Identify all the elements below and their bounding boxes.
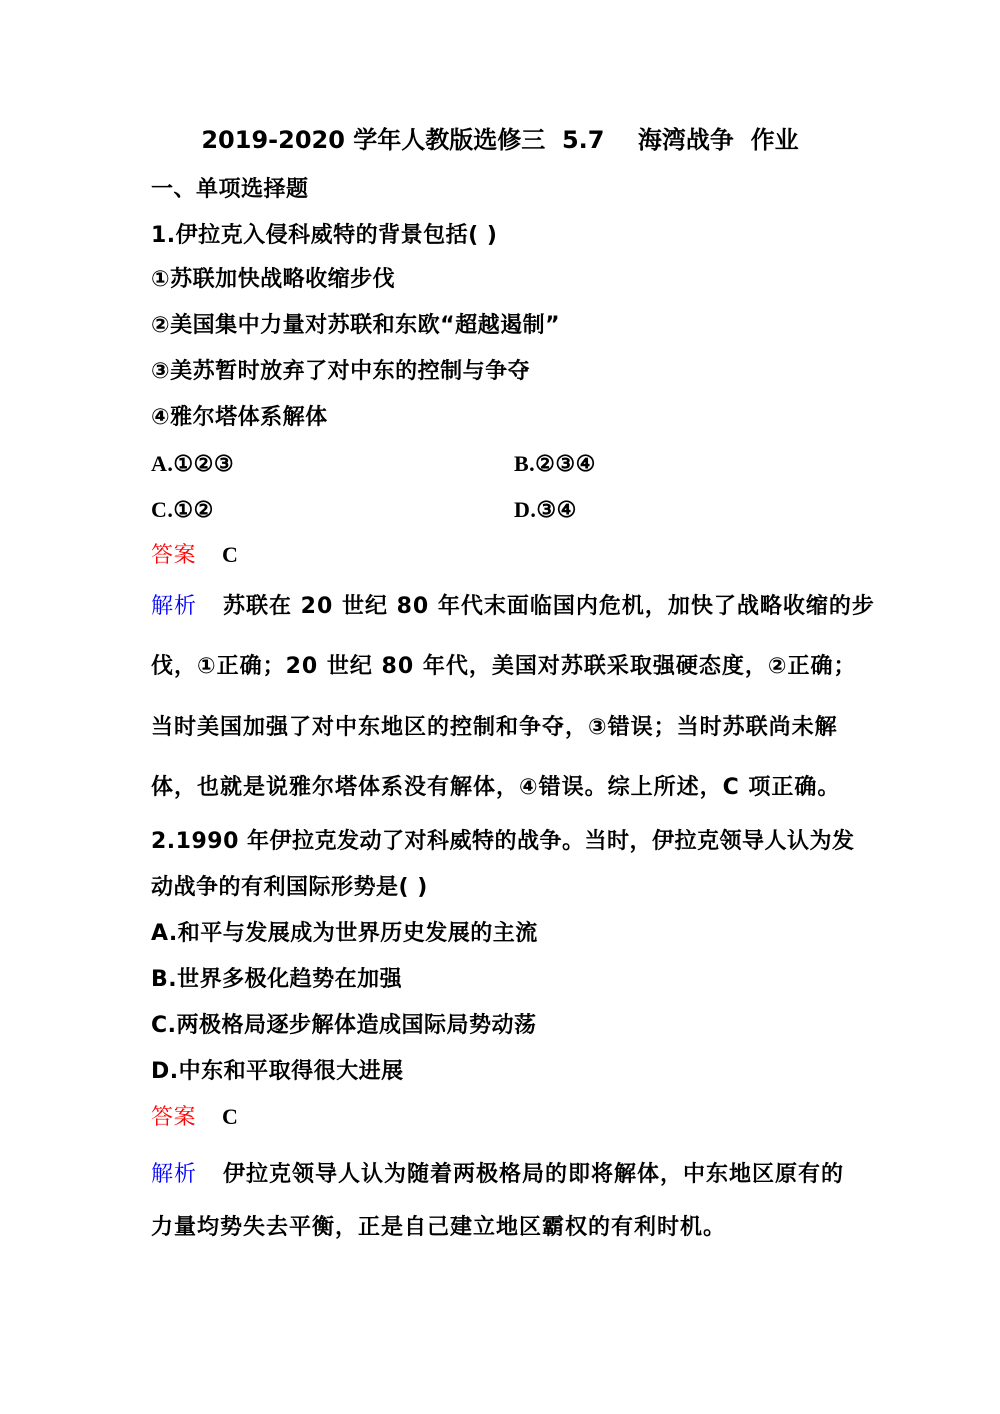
answer-value: C — [222, 1104, 239, 1129]
question-1-answer — [151, 540, 238, 571]
question-2-stem-line-2: 动战争的有利国际形势是( ) — [151, 875, 428, 900]
question-2-option-c: C.两极格局逐步解体造成国际局势动荡 — [151, 1013, 537, 1038]
question-1-statement-3: ③美苏暂时放弃了对中东的控制与争夺 — [151, 359, 531, 384]
question-1-option-b: B.②③④ — [514, 451, 596, 476]
document-title: 2019-2020 学年人教版选修三 5.7 海湾战争 作业 — [201, 126, 799, 154]
answer-label: 答案 — [151, 543, 197, 568]
question-2-answer — [151, 1102, 238, 1133]
question-1-option-c: C.①② — [151, 497, 214, 522]
question-1-stem: 1.伊拉克入侵科威特的背景包括( ) — [151, 223, 498, 248]
question-2-option-a: A.和平与发展成为世界历史发展的主流 — [151, 921, 538, 946]
question-2-analysis-line-1 — [151, 1160, 844, 1190]
analysis-label: 解析 — [151, 1162, 198, 1187]
question-2-option-b: B.世界多极化趋势在加强 — [151, 967, 403, 992]
question-2-analysis-line-2: 力量均势失去平衡，正是自己建立地区霸权的有利时机。 — [151, 1215, 727, 1240]
question-1-statement-1: ①苏联加快战略收缩步伐 — [151, 267, 396, 292]
question-1-statement-2: ②美国集中力量对苏联和东欧“超越遏制” — [151, 313, 561, 338]
answer-label: 答案 — [151, 1105, 197, 1130]
question-2-stem-line-1: 2.1990 年伊拉克发动了对科威特的战争。当时，伊拉克领导人认为发 — [151, 829, 855, 854]
question-1-statement-4: ④雅尔塔体系解体 — [151, 405, 328, 430]
answer-value: C — [222, 542, 239, 567]
analysis-text: 苏联在 20 世纪 80 年代末面临国内危机，加快了战略收缩的步 — [223, 594, 875, 619]
question-1-option-a: A.①②③ — [151, 451, 235, 476]
question-2-option-d: D.中东和平取得很大进展 — [151, 1059, 404, 1084]
analysis-label: 解析 — [151, 594, 198, 619]
question-1-analysis-line-4: 体，也就是说雅尔塔体系没有解体，④错误。综上所述，C 项正确。 — [151, 775, 841, 800]
analysis-text: 伊拉克领导人认为随着两极格局的即将解体，中东地区原有的 — [223, 1162, 845, 1187]
question-1-option-d: D.③④ — [514, 497, 577, 522]
section-heading: 一、单项选择题 — [151, 177, 309, 202]
question-1-analysis-line-2: 伐，①正确；20 世纪 80 年代，美国对苏联采取强硬态度，②正确； — [151, 654, 857, 679]
question-1-analysis-line-3: 当时美国加强了对中东地区的控制和争夺，③错误；当时苏联尚未解 — [151, 715, 838, 740]
question-1-analysis-line-1 — [151, 592, 875, 622]
